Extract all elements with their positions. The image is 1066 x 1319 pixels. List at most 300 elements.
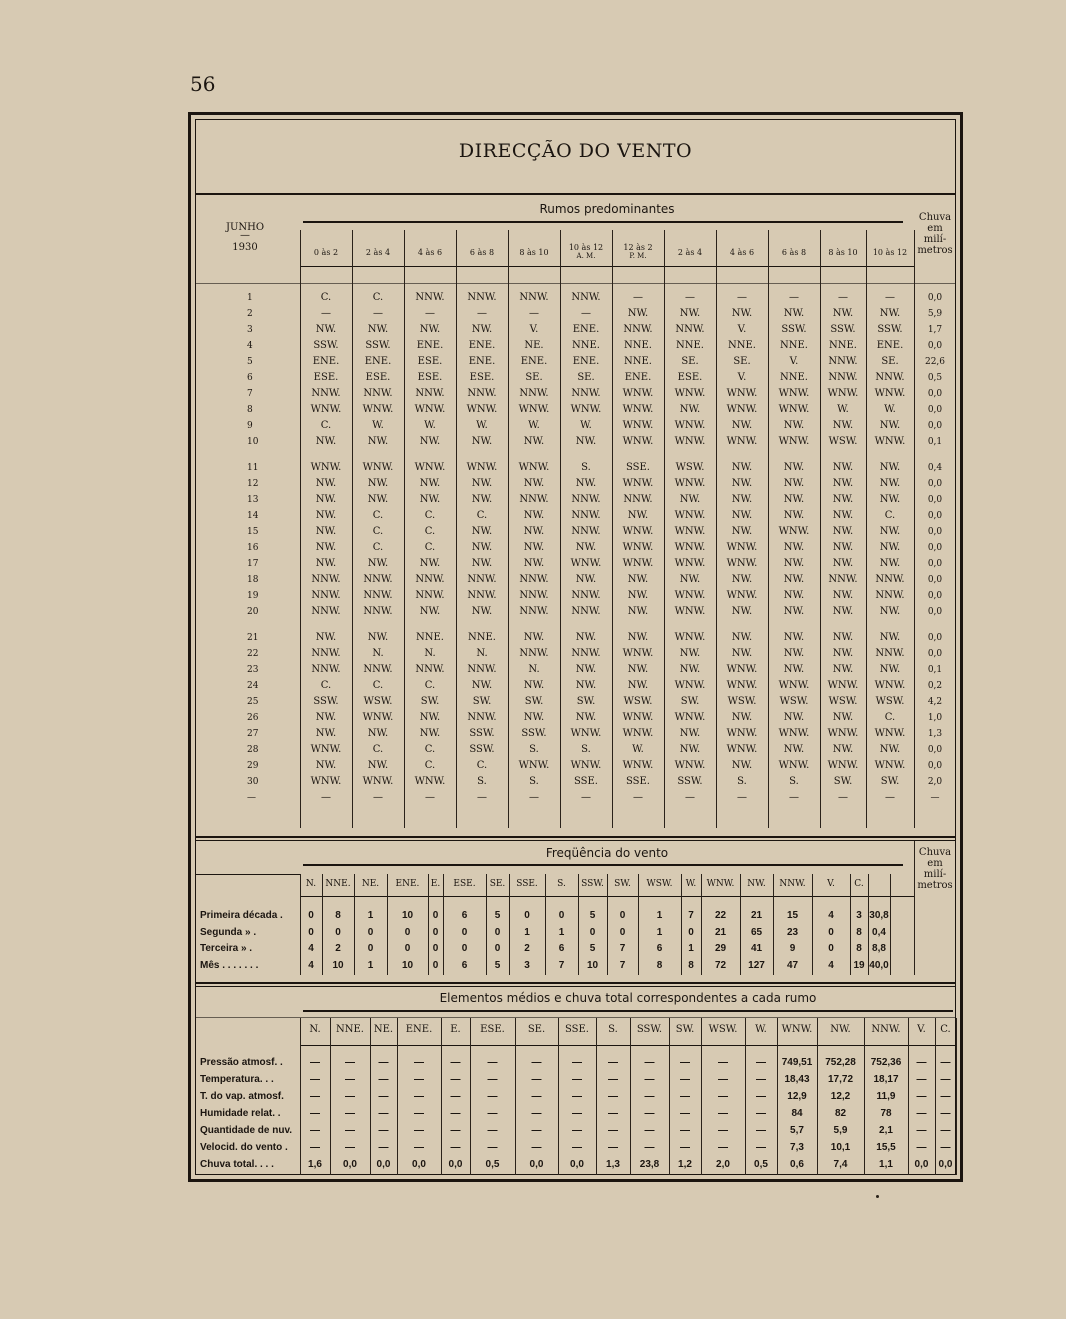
table-row: [197, 588, 956, 604]
day-cell: 15: [247, 527, 259, 537]
wind-cell: ENE.: [468, 340, 496, 351]
wind-cell: N.: [372, 648, 384, 659]
wind-cell: WNW.: [874, 728, 906, 739]
wind-cell: NW.: [832, 632, 854, 643]
column-rule: [890, 874, 891, 975]
elements-cell: —: [572, 1142, 582, 1153]
wind-cell: NW.: [315, 510, 337, 521]
elements-col-header: WNW.: [781, 1024, 813, 1035]
frequency-cell: 47: [786, 959, 799, 971]
row-label: Segunda » .: [200, 926, 257, 938]
elements-cell: —: [310, 1125, 320, 1136]
wind-cell: WNW.: [726, 388, 758, 399]
elements-cell: —: [572, 1091, 582, 1102]
frequency-col-header: SW.: [614, 879, 631, 889]
wind-cell: WSW.: [675, 462, 705, 473]
frequency-cell: 22: [714, 910, 727, 921]
elements-cell: —: [378, 1057, 389, 1068]
frequency-cell: 8: [335, 910, 341, 921]
elements-cell: 0,0: [376, 1159, 391, 1170]
wind-cell: —: [885, 792, 895, 803]
wind-cell: WSW.: [363, 696, 393, 707]
wind-cell: WNW.: [622, 478, 654, 489]
frequency-col-header: ENE.: [395, 879, 420, 889]
table-row: [197, 790, 956, 806]
wind-cell: WNW.: [674, 760, 706, 771]
elements-cell: 0,0: [570, 1159, 584, 1170]
rain-header-line: Chuva: [918, 847, 952, 858]
frequency-cell: 6: [656, 943, 663, 954]
wind-cell: WNW.: [827, 760, 859, 771]
wind-cell: S.: [581, 462, 591, 473]
day-cell: 28: [247, 745, 259, 755]
rain-header-line: milí-: [923, 234, 947, 245]
frequency-cell: 1: [656, 926, 663, 938]
wind-cell: SSE.: [625, 462, 650, 473]
column-rule: [908, 1018, 909, 1175]
rain-header-line: milí-: [923, 869, 947, 880]
table-row: [197, 758, 956, 774]
elements-cell: —: [644, 1074, 655, 1085]
elements-cell: —: [345, 1125, 355, 1136]
wind-cell: NW.: [832, 558, 854, 569]
row-label: Temperatura. . .: [200, 1074, 274, 1085]
elements-cell: —: [450, 1091, 461, 1102]
wind-cell: NW.: [315, 760, 337, 771]
wind-cell: NW.: [315, 542, 337, 553]
column-rule: [397, 1018, 398, 1175]
elements-cell: —: [718, 1057, 728, 1068]
wind-cell: NW.: [783, 510, 805, 521]
elements-cell: —: [531, 1074, 542, 1085]
elements-cell: —: [940, 1142, 951, 1153]
wind-cell: SE.: [577, 372, 595, 383]
wind-cell: NW.: [679, 728, 701, 739]
column-rule: [508, 230, 509, 828]
rain-cell: 0,0: [927, 341, 943, 351]
column-rule: [352, 230, 353, 828]
rain-cell: 1,3: [927, 729, 943, 739]
day-cell: 19: [247, 591, 259, 601]
column-rule: [441, 1018, 442, 1175]
rain-cell: 0,0: [927, 479, 943, 489]
wind-cell: NNW.: [519, 648, 549, 659]
day-cell: 29: [247, 761, 259, 771]
frequency-cell: 4: [828, 959, 834, 971]
elements-col-header: NNE.: [336, 1024, 364, 1035]
wind-cell: WNW.: [622, 388, 654, 399]
wind-cell: NW.: [879, 558, 901, 569]
wind-cell: V.: [529, 324, 539, 335]
column-rule: [612, 230, 613, 828]
wind-cell: WSW.: [779, 696, 809, 707]
wind-cell: NW.: [523, 712, 545, 723]
wind-cell: NW.: [731, 526, 753, 537]
column-rule: [607, 874, 608, 975]
wind-cell: C.: [320, 680, 332, 691]
wind-cell: NW.: [315, 478, 337, 489]
wind-cell: NW.: [315, 494, 337, 505]
wind-cell: WNW.: [570, 558, 602, 569]
wind-cell: NNW.: [571, 590, 601, 601]
day-cell: 27: [247, 729, 259, 739]
elements-cell: —: [378, 1108, 389, 1119]
wind-cell: C.: [424, 542, 436, 553]
wind-cell: WNW.: [674, 542, 706, 553]
frequency-cell: 10: [332, 959, 344, 971]
frequency-col-header: W.: [685, 879, 697, 889]
frequency-cell: 0: [308, 926, 314, 938]
elements-cell: —: [644, 1091, 655, 1102]
wind-cell: SE.: [681, 356, 699, 367]
wind-cell: NW.: [627, 606, 649, 617]
wind-cell: NNW.: [363, 574, 393, 585]
elements-cell: —: [450, 1142, 461, 1153]
wind-cell: WNW.: [726, 664, 758, 675]
wind-cell: NW.: [471, 324, 493, 335]
frequency-cell: 0: [367, 926, 374, 938]
table-row: [197, 742, 956, 758]
period-header: [664, 248, 716, 257]
period-label: 2 às 4: [677, 248, 703, 257]
wind-cell: NNW.: [415, 590, 445, 601]
wind-cell: WNW.: [622, 436, 654, 447]
frequency-cell: 8: [688, 959, 694, 971]
wind-cell: NW.: [783, 606, 805, 617]
elements-cell: —: [345, 1091, 355, 1102]
column-rule: [578, 874, 579, 975]
wind-cell: NW.: [679, 744, 701, 755]
row-label: T. do vap. atmosf.: [200, 1091, 284, 1102]
elements-cell: 0,5: [754, 1159, 768, 1170]
wind-cell: C.: [320, 292, 332, 303]
table-row: [197, 1088, 956, 1105]
table-row: [197, 322, 956, 338]
wind-cell: WNW.: [674, 436, 706, 447]
wind-cell: NW.: [679, 664, 701, 675]
elements-cell: —: [756, 1057, 766, 1068]
wind-cell: ESE.: [417, 372, 443, 383]
table-row: [197, 524, 956, 540]
wind-cell: V.: [789, 356, 799, 367]
frequency-cell: 2: [335, 943, 341, 954]
day-cell: 12: [247, 479, 259, 489]
elements-cell: —: [487, 1057, 498, 1068]
elements-cell: 5,9: [833, 1125, 848, 1136]
elements-cell: 0,6: [790, 1159, 804, 1170]
wind-cell: NW.: [471, 558, 493, 569]
elements-cell: —: [916, 1091, 927, 1102]
wind-cell: NW.: [419, 558, 441, 569]
elements-col-header: NW.: [830, 1024, 851, 1035]
elements-cell: 18,17: [873, 1074, 899, 1085]
elements-col-header: SSW.: [636, 1024, 663, 1035]
wind-cell: ENE.: [572, 324, 600, 335]
wind-cell: NNW.: [519, 292, 549, 303]
rain-cell: 0,4: [927, 463, 943, 473]
wind-cell: WNW.: [827, 388, 859, 399]
wind-cell: NW.: [523, 478, 545, 489]
table-row: [197, 540, 956, 556]
frequency-cell: 9: [789, 943, 796, 954]
column-rule: [701, 1018, 702, 1175]
period-header: [612, 243, 664, 260]
wind-cell: SW.: [880, 776, 900, 787]
wind-cell: NNW.: [623, 324, 653, 335]
rain-cell: 0,0: [927, 495, 943, 505]
frequency-cell: 127: [748, 959, 765, 971]
wind-cell: NW.: [627, 590, 649, 601]
wind-cell: NNW.: [571, 494, 601, 505]
elements-cell: 78: [880, 1108, 892, 1119]
elements-cell: —: [414, 1074, 424, 1085]
wind-cell: WNW.: [570, 728, 602, 739]
elements-col-header: W.: [755, 1024, 767, 1035]
wind-cell: —: [477, 792, 487, 803]
frequency-col-header: S.: [557, 879, 566, 889]
wind-cell: WNW.: [622, 420, 654, 431]
wind-cell: NNW.: [363, 664, 393, 675]
column-rule: [745, 1018, 746, 1175]
rain-cell: 0,0: [927, 591, 943, 601]
frequency-col-header: SSW.: [581, 879, 604, 889]
wind-cell: NNW.: [875, 648, 905, 659]
wind-cell: NNE.: [780, 340, 808, 351]
wind-cell: SSW.: [313, 340, 339, 351]
frequency-col-header: NW.: [747, 879, 766, 889]
period-header: [456, 248, 508, 257]
day-cell: 8: [247, 405, 253, 415]
elements-cell: —: [756, 1091, 766, 1102]
table-row: [197, 1054, 956, 1071]
wind-cell: —: [789, 292, 799, 303]
elements-cell: 0,0: [529, 1159, 544, 1170]
wind-cell: NNW.: [519, 494, 549, 505]
elements-cell: —: [310, 1091, 320, 1102]
day-cell: 26: [247, 713, 259, 723]
frequency-cell: 21: [750, 910, 763, 921]
elements-cell: 1,3: [606, 1159, 620, 1170]
wind-cell: NW.: [879, 420, 901, 431]
table-row: [197, 572, 956, 588]
elements-cell: —: [940, 1125, 951, 1136]
wind-cell: WNW.: [726, 436, 758, 447]
column-rule: [486, 874, 487, 975]
wind-cell: NNW.: [571, 606, 601, 617]
wind-cell: NNW.: [467, 574, 497, 585]
table-row: [197, 630, 956, 646]
elements-cell: —: [644, 1142, 655, 1153]
wind-cell: NW.: [627, 632, 649, 643]
wind-cell: ESE.: [417, 356, 443, 367]
elements-cell: 752,28: [825, 1057, 856, 1068]
column-rule: [300, 1018, 301, 1175]
wind-cell: WNW.: [622, 404, 654, 415]
group-underline: [303, 864, 903, 866]
wind-cell: NNW.: [311, 648, 341, 659]
elements-cell: —: [310, 1108, 320, 1119]
elements-cell: 11,9: [876, 1091, 896, 1102]
wind-cell: NW.: [731, 712, 753, 723]
day-cell: 25: [247, 697, 259, 707]
elements-cell: —: [487, 1108, 498, 1119]
day-cell: 2: [247, 309, 253, 319]
wind-cell: WNW.: [362, 404, 394, 415]
header-rule: [300, 266, 914, 267]
column-rule: [812, 874, 813, 975]
wind-cell: W.: [580, 420, 592, 431]
row-label: Pressão atmosf. .: [200, 1057, 283, 1068]
elements-cell: —: [450, 1108, 461, 1119]
column-rule: [300, 230, 301, 828]
wind-rain-header: [914, 212, 956, 256]
elements-col-header: NE.: [373, 1024, 394, 1035]
elements-cell: 82: [834, 1108, 847, 1119]
table-row: [197, 710, 956, 726]
rain-cell: 0,0: [927, 649, 943, 659]
frequency-cell: 4: [828, 910, 834, 921]
elements-cell: —: [718, 1142, 728, 1153]
frequency-cell: 0: [367, 943, 374, 954]
period-header: [352, 248, 404, 257]
wind-cell: NW.: [783, 590, 805, 601]
rain-header-line: em: [927, 223, 943, 234]
frequency-cell: 8: [656, 959, 663, 971]
column-rule: [773, 874, 774, 975]
wind-cell: NW.: [367, 632, 389, 643]
frequency-cell: 7: [558, 959, 565, 971]
frequency-cell: 5: [494, 910, 501, 921]
column-rule: [509, 874, 510, 975]
column-rule: [868, 874, 869, 975]
wind-cell: NW.: [879, 494, 901, 505]
column-rule: [914, 230, 915, 828]
wind-cell: WNW.: [674, 606, 706, 617]
wind-cell: WNW.: [778, 388, 810, 399]
wind-cell: NW.: [879, 664, 901, 675]
elements-cell: —: [608, 1074, 618, 1085]
column-rule: [664, 230, 665, 828]
period-header: [404, 248, 456, 257]
wind-cell: NW.: [367, 760, 389, 771]
day-cell: 16: [247, 543, 259, 553]
rain-cell: 0,5: [927, 373, 943, 383]
elements-cell: 18,43: [784, 1074, 810, 1085]
period-header: [866, 248, 914, 257]
elements-cell: 752,36: [870, 1057, 902, 1068]
rain-cell: 0,2: [927, 681, 943, 691]
wind-cell: NW.: [731, 478, 753, 489]
wind-cell: NNW.: [571, 388, 601, 399]
wind-cell: SSE.: [573, 776, 598, 787]
frequency-cell: 0: [308, 910, 314, 921]
header-rule: [300, 1045, 956, 1046]
wind-cell: —: [529, 792, 539, 803]
frequency-col-header: NNW.: [779, 879, 806, 889]
column-rule: [864, 1018, 865, 1175]
elements-cell: 0,0: [448, 1159, 463, 1170]
frequency-cell: 10: [401, 910, 414, 921]
group-underline: [303, 1010, 953, 1012]
elements-cell: —: [531, 1142, 542, 1153]
wind-cell: NW.: [471, 606, 493, 617]
wind-cell: ESE.: [313, 372, 339, 383]
day-cell: 23: [247, 665, 259, 675]
wind-cell: N.: [424, 648, 436, 659]
frequency-cell: 5: [494, 959, 501, 971]
period-label: 8 às 10: [519, 248, 549, 257]
elements-cell: —: [644, 1125, 655, 1136]
wind-cell: NNW.: [828, 574, 858, 585]
wind-cell: NW.: [575, 632, 597, 643]
wind-cell: W.: [837, 404, 849, 415]
group-underline: [303, 221, 903, 223]
frequency-col-header: C.: [854, 879, 864, 889]
wind-cell: NW.: [832, 478, 854, 489]
wind-cell: NW.: [783, 574, 805, 585]
wind-cell: WNW.: [778, 436, 810, 447]
rain-cell: 4,2: [927, 697, 943, 707]
rain-header-line: Chuva: [918, 212, 952, 223]
wind-cell: —: [321, 308, 331, 319]
frequency-cell: 0: [494, 926, 501, 938]
elements-cell: 2,1: [879, 1125, 893, 1136]
elements-cell: 0,0: [412, 1159, 426, 1170]
row-label: Velocid. do vento .: [200, 1142, 288, 1153]
wind-cell: W.: [884, 404, 896, 415]
wind-cell: —: [838, 792, 848, 803]
table-row: [197, 774, 956, 790]
wind-cell: SW.: [524, 696, 544, 707]
elements-cell: —: [487, 1125, 498, 1136]
table-row: [197, 556, 956, 572]
wind-cell: ESE.: [469, 372, 495, 383]
elements-cell: —: [680, 1125, 690, 1136]
frequency-cell: 0: [619, 926, 626, 938]
wind-cell: NNW.: [519, 574, 549, 585]
wind-cell: NW.: [832, 648, 854, 659]
elements-col-header: N.: [309, 1024, 321, 1035]
elements-cell: —: [572, 1057, 582, 1068]
frequency-cell: 8: [856, 926, 862, 938]
wind-cell: WNW.: [414, 404, 446, 415]
elements-cell: —: [608, 1057, 618, 1068]
wind-cell: NW.: [627, 574, 649, 585]
wind-cell: ENE.: [624, 372, 652, 383]
wind-cell: NNW.: [363, 590, 393, 601]
wind-cell: —: [685, 792, 695, 803]
wind-cell: WNW.: [674, 632, 706, 643]
column-rule: [560, 230, 561, 828]
rain-cell: 22,6: [924, 357, 946, 367]
table-row: [197, 604, 956, 620]
day-cell: 21: [247, 633, 259, 643]
frequency-cell: 2: [524, 943, 530, 954]
wind-cell: WNW.: [674, 510, 706, 521]
wind-cell: NW.: [832, 510, 854, 521]
frequency-cell: 0: [688, 926, 694, 938]
wind-cell: SSW.: [830, 324, 856, 335]
column-rule: [370, 1018, 371, 1175]
wind-cell: NW.: [575, 680, 597, 691]
wind-cell: NW.: [419, 728, 441, 739]
rain-cell: 8,8: [872, 943, 886, 954]
frequency-col-header: NE.: [361, 879, 380, 889]
elements-col-header: ENE.: [405, 1024, 433, 1035]
divider: [195, 986, 956, 987]
elements-cell: —: [378, 1091, 389, 1102]
frequency-cell: 0: [432, 959, 439, 971]
